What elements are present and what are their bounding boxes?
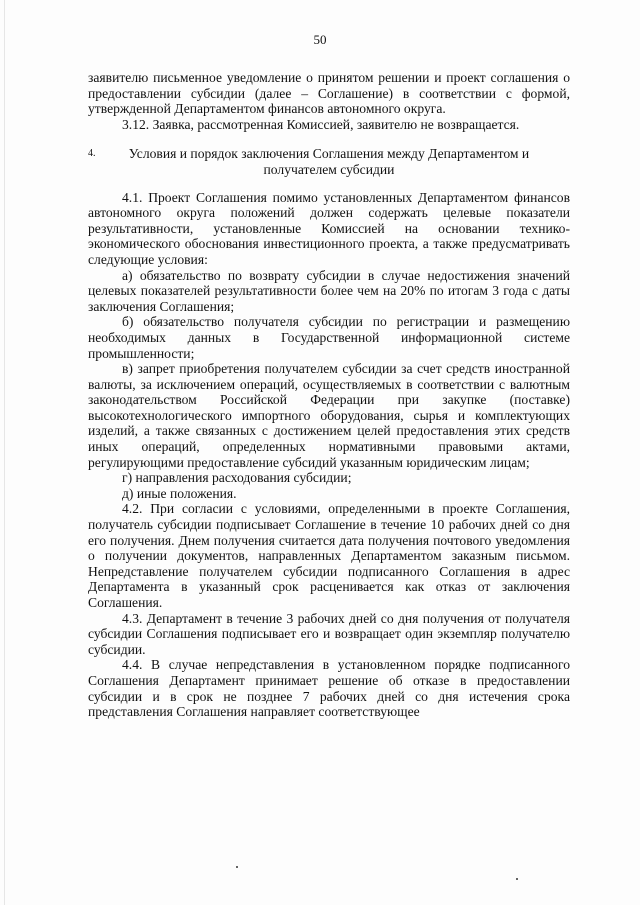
list-item-d: д) иные положения. <box>122 485 237 501</box>
page-number: 50 <box>313 32 327 47</box>
list-item-b: б) обязательство получателя субсидии по регистрации и размещению необходимых данных в Государственной информационной системе промышленности; <box>88 314 570 361</box>
list-item-a: а) обязательство по возврату субсидии в случае недостижения значений целевых показателей результативности более чем на 20% по итогам 3 года с даты заключения Соглашения; <box>88 267 570 314</box>
scan-speck <box>516 878 518 880</box>
paragraph-4-3: 4.3. Департамент в течение 3 рабочих дней со дня получения от получателя субсидии Соглашения подписывает его и возвращает один экземпляр получателю субсидии. <box>88 610 570 657</box>
document-body <box>88 70 570 720</box>
paragraph-4-4: 4.4. В случае непредставления в установленном порядке подписанного Соглашения Департамент принимает решение об отказе в предоставлении субсидии и в срок не позднее 7 рабочих дней со дня истечения срока представления Соглашения направляет соответствующее <box>88 657 570 720</box>
list-item-g: г) направления расходования субсидии; <box>122 470 352 486</box>
paragraph-3-12: 3.12. Заявка, рассмотренная Комиссией, заявителю не возвращается. <box>122 116 520 132</box>
section-heading <box>88 146 570 177</box>
section-title: Условия и порядок заключения Соглашения между Департаментом и получателем субсидии <box>128 146 530 177</box>
list-item-v: в) запрет приобретения получателем субсидии за счет средств иностранной валюты, за исключением операций, осуществляемых в соответствии с валютным законодательством Российской Федерации при закупке (поставке) высокотехнологического импортного оборудования, сырья и комплектующих изделий, а также связанных с достижением целей предоставления этих средств иных операций, определенных нормативными правовыми актами, регулирующими предоставление субсидий указанным юридическим лицам; <box>88 361 570 470</box>
section-number: 4. <box>88 148 96 160</box>
paragraph-4-2: 4.2. При согласии с условиями, определенными в проекте Соглашения, получатель субсидии подписывает Соглашение в течение 10 рабочих дней со дня его получения. Днем получения считается дата получения почтового уведомления о получении документов, направленных Департаментом заказным письмом. Непредставление получателем субсидии подписанного Соглашения в адрес Департамента в указанный срок расценивается как отказ от заключения Соглашения. <box>88 501 570 610</box>
paragraph-continuation: заявителю письменное уведомление о принятом решении и проект соглашения о предоставлении субсидии (далее – Соглашение) в соответствии с формой, утвержденной Департаментом финансов автономного округа. <box>88 70 570 117</box>
scan-speck <box>236 866 238 868</box>
paragraph-4-1: 4.1. Проект Соглашения помимо установленных Департаментом финансов автономного округа положений должен содержать целевые показатели результативности, установленные Комиссией на основании технико-экономического обоснования инвестиционного проекта, а также предусматривать следующие условия: <box>88 189 570 267</box>
scan-edge <box>4 0 5 905</box>
